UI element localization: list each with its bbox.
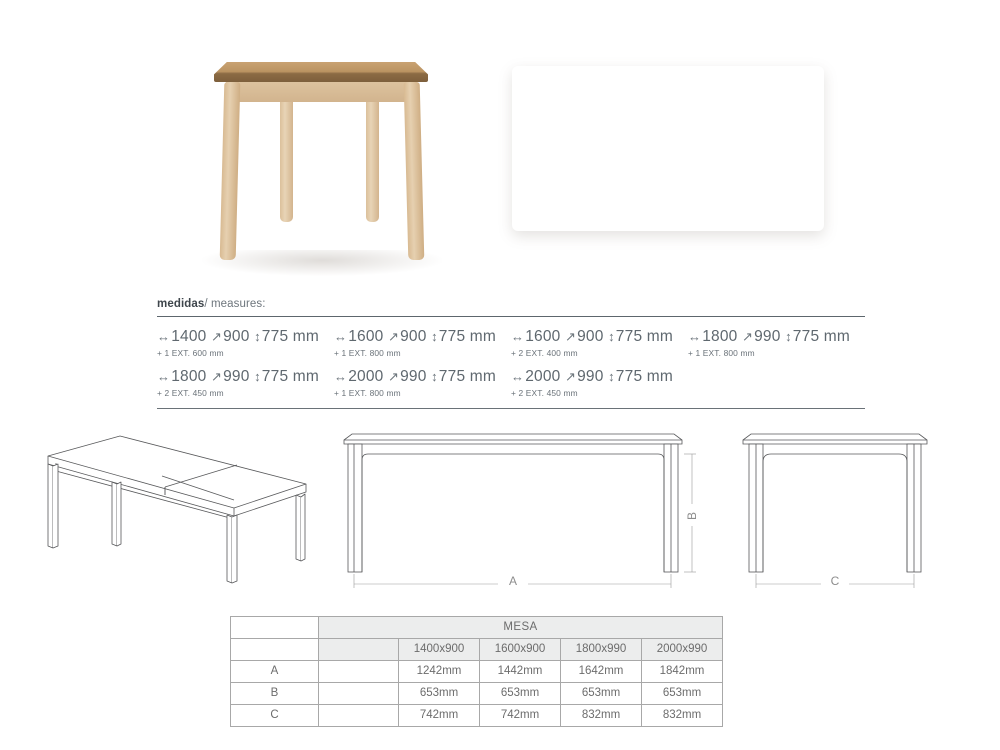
width-arrow-icon: ↔: [334, 369, 348, 384]
width-arrow-icon: ↔: [157, 329, 171, 344]
measure-unit: mm: [292, 368, 320, 385]
table-apron: [226, 80, 416, 102]
height-arrow-icon: ↕: [785, 329, 792, 344]
measure-height: 775: [261, 368, 289, 385]
size-header: 1600x900: [480, 639, 561, 661]
table-leg-front-right: [404, 82, 425, 260]
dimension-table: [230, 616, 723, 727]
measure-width: 1800: [702, 328, 738, 345]
row-label-b: B: [231, 683, 319, 705]
product-photo-table: [196, 52, 446, 257]
drawing-perspective-extended: [34, 428, 314, 588]
table-row: [231, 705, 723, 727]
measure-dimensions: [334, 368, 511, 386]
cell-value: 1842mm: [642, 661, 723, 683]
measure-item: [334, 368, 511, 398]
height-arrow-icon: ↕: [608, 369, 615, 384]
height-arrow-icon: ↕: [431, 329, 438, 344]
technical-drawings: [0, 418, 1000, 598]
height-arrow-icon: ↕: [254, 369, 261, 384]
measure-item: [334, 328, 511, 358]
measure-depth: 990: [400, 368, 427, 385]
width-arrow-icon: ↔: [334, 329, 348, 344]
spacer-cell: [319, 705, 399, 727]
measure-unit: mm: [646, 368, 674, 385]
measure-extension: + 1 EXT. 800 mm: [334, 348, 401, 358]
spacer-cell: [319, 683, 399, 705]
drawing-side-elevation: [735, 428, 950, 593]
measure-unit: mm: [469, 328, 497, 345]
measure-dimensions: [511, 328, 688, 346]
measure-height: 775: [792, 328, 820, 345]
depth-arrow-icon: ↗: [211, 369, 223, 384]
spacer-cell: [319, 661, 399, 683]
measure-height: 775: [438, 328, 466, 345]
cell-value: 653mm: [399, 683, 480, 705]
measure-dimensions: [157, 328, 334, 346]
table-leg-front-left: [220, 82, 241, 260]
product-photo-tabletop: [512, 66, 824, 231]
cell-value: 653mm: [561, 683, 642, 705]
measure-dimensions: [157, 368, 334, 386]
measures-heading: [157, 298, 865, 316]
table-top-surface: [214, 62, 428, 82]
measure-height: 775: [438, 368, 466, 385]
measure-dimensions: [511, 368, 688, 386]
measure-item: [688, 328, 865, 358]
measure-extension: + 2 EXT. 450 mm: [157, 388, 224, 398]
measure-item: [157, 328, 334, 358]
measure-width: 1800: [171, 368, 207, 385]
measure-width: 1600: [525, 328, 561, 345]
width-arrow-icon: ↔: [511, 369, 525, 384]
cell-value: 653mm: [480, 683, 561, 705]
measures-section: [157, 298, 865, 409]
cell-value: 1242mm: [399, 661, 480, 683]
measures-grid: [157, 317, 865, 408]
measure-unit: mm: [292, 328, 320, 345]
drawing-front-elevation: [340, 428, 705, 593]
measure-height: 775: [615, 368, 643, 385]
table-photo-shadow: [202, 250, 442, 276]
table-row-size-headers: [231, 639, 723, 661]
cell-value: 832mm: [561, 705, 642, 727]
measure-width: 1400: [171, 328, 207, 345]
cell-value: 832mm: [642, 705, 723, 727]
size-header: 1400x900: [399, 639, 480, 661]
measures-heading-es: medidas: [157, 298, 205, 310]
measure-unit: mm: [469, 368, 497, 385]
depth-arrow-icon: ↗: [565, 369, 577, 384]
table-row: [231, 683, 723, 705]
measure-extension: + 1 EXT. 800 mm: [688, 348, 755, 358]
dim-label-b: B: [685, 511, 699, 521]
depth-arrow-icon: ↗: [388, 369, 400, 384]
cell-value: 1442mm: [480, 661, 561, 683]
measure-width: 2000: [525, 368, 561, 385]
measure-depth: 900: [577, 328, 604, 345]
empty-corner-cell: [231, 617, 319, 639]
dim-label-a: A: [508, 574, 518, 588]
table-row: [231, 661, 723, 683]
measure-item: [157, 368, 334, 398]
width-arrow-icon: ↔: [511, 329, 525, 344]
row-label-a: A: [231, 661, 319, 683]
cell-value: 1642mm: [561, 661, 642, 683]
width-arrow-icon: ↔: [688, 329, 702, 344]
dim-label-c: C: [830, 574, 840, 588]
measure-extension: + 2 EXT. 450 mm: [511, 388, 578, 398]
measure-unit: mm: [646, 328, 674, 345]
measure-item-empty: [688, 368, 865, 398]
measure-depth: 990: [577, 368, 604, 385]
measures-heading-en: / measures:: [204, 298, 266, 310]
measure-width: 1600: [348, 328, 384, 345]
row-label-empty: [231, 639, 319, 661]
measure-height: 775: [261, 328, 289, 345]
table-row-group-header: [231, 617, 723, 639]
measure-extension: + 1 EXT. 800 mm: [334, 388, 401, 398]
row-label-c: C: [231, 705, 319, 727]
group-header-mesa: MESA: [319, 617, 723, 639]
cell-value: 742mm: [480, 705, 561, 727]
size-header: 2000x990: [642, 639, 723, 661]
height-arrow-icon: ↕: [254, 329, 261, 344]
measure-unit: mm: [823, 328, 851, 345]
width-arrow-icon: ↔: [157, 369, 171, 384]
table-leg-rear-left: [280, 94, 293, 222]
measure-dimensions: [334, 328, 511, 346]
measure-extension: + 1 EXT. 600 mm: [157, 348, 224, 358]
measure-item: [511, 328, 688, 358]
depth-arrow-icon: ↗: [742, 329, 754, 344]
spacer-cell: [319, 639, 399, 661]
measure-width: 2000: [348, 368, 384, 385]
depth-arrow-icon: ↗: [211, 329, 223, 344]
cell-value: 653mm: [642, 683, 723, 705]
size-header: 1800x990: [561, 639, 642, 661]
depth-arrow-icon: ↗: [388, 329, 400, 344]
measure-depth: 900: [400, 328, 427, 345]
measure-dimensions: [688, 328, 865, 346]
measure-depth: 900: [223, 328, 250, 345]
depth-arrow-icon: ↗: [565, 329, 577, 344]
height-arrow-icon: ↕: [608, 329, 615, 344]
measures-rule-bottom: [157, 408, 865, 409]
measure-depth: 990: [754, 328, 781, 345]
measure-extension: + 2 EXT. 400 mm: [511, 348, 578, 358]
height-arrow-icon: ↕: [431, 369, 438, 384]
measure-depth: 990: [223, 368, 250, 385]
cell-value: 742mm: [399, 705, 480, 727]
dimension-table-grid: [230, 616, 723, 727]
measure-height: 775: [615, 328, 643, 345]
table-leg-rear-right: [366, 94, 379, 222]
measure-item: [511, 368, 688, 398]
